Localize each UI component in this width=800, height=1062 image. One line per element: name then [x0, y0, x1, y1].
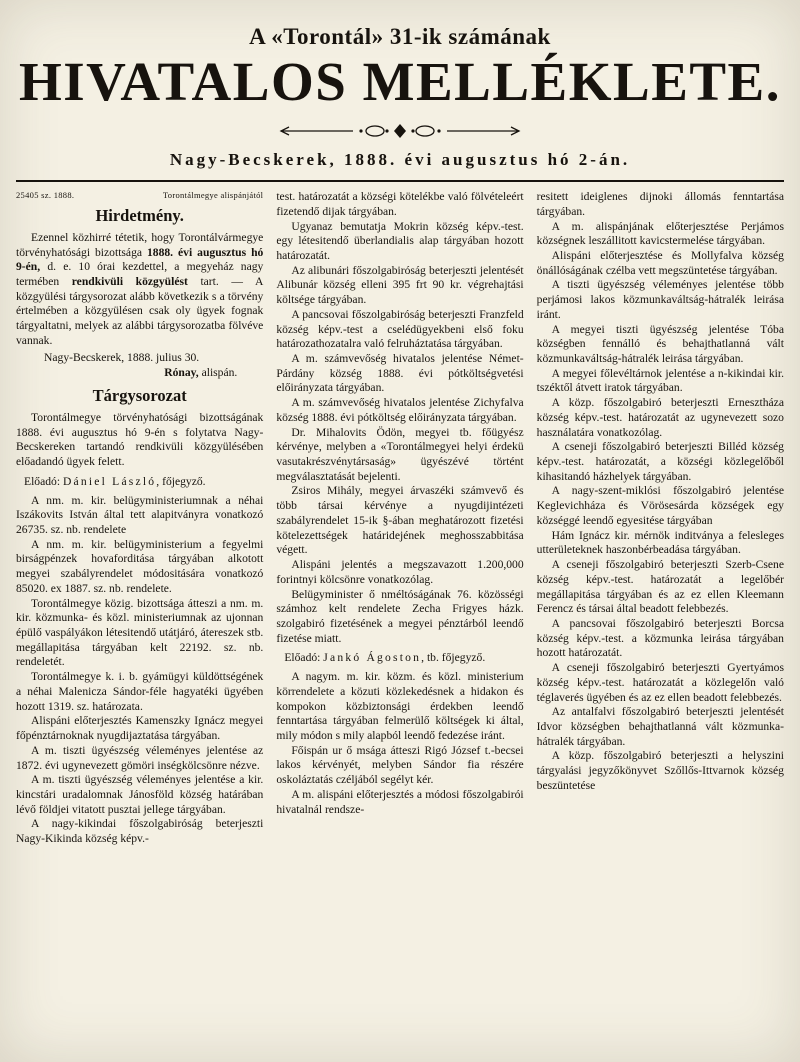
- paragraph: Belügyminister ő nméltóságának 76. közösségi számhoz kelt rendelete Zecha Frigyes házk. szolgabiró fizetésének a megyei pénztárból leendő fizetése miatt.: [276, 587, 524, 645]
- paragraph: A megyei főlevéltárnok jelentése a n-kikindai kir. tszéktől átvett iratok tárgyában.: [536, 366, 784, 395]
- paragraph-continuation: resitett ideiglenes dijnoki állomás fenntartása tárgyában.: [536, 190, 784, 218]
- paragraph: A nm. m. kir. belügyministerium a fegyelmi birságpénzek hovaforditása tárgyában alkotott megyei szabályrendelet módositására vonatkozó 85020. ex 1887. sz. nb. rendelete.: [16, 537, 264, 595]
- paragraph: Az antalfalvi főszolgabiró beterjeszti jelentését Idvor községben behajthatlanná vált közmunka-hátralék tárgyában.: [536, 705, 784, 748]
- masthead-title: HIVATALOS MELLÉKLETE.: [19, 51, 781, 112]
- masthead-kicker: A «Torontál» 31-ik számának: [249, 24, 551, 49]
- paragraph: Torontálmegye törvényhatósági bizottságának 1888. évi augusztus hó 9-én s folytatva Nagy-Becskereken tartandó rendkivüli közgyülésében előadandó ügyek felett.: [16, 410, 264, 469]
- text-segment: Rónay,: [164, 366, 199, 380]
- paragraph: Főispán ur ő msága átteszi Rigó József t.-becsei lakos kérvényét, melyben Sándor fia részére oskoláztatás czéljából segélyt kér.: [276, 743, 524, 787]
- paragraph: Az alibunári főszolgabiróság beterjeszti jelentését Alibunár község elleni 395 frt 90 kr. végrehajtási költsége tárgyában.: [276, 263, 524, 307]
- paragraph: A nm. m. kir. belügyministeriumnak a néhai Iszákovits István által tett alapitványra vonatkozó 26735. sz. nb. rendelete: [16, 493, 264, 536]
- paragraph: A pancsovai főszolgabiróság beterjeszti Franzfeld község képv.-test a cselédügyekbeni első foku határozathozatalra való felruháztatása tárgyában.: [276, 307, 524, 351]
- paragraph-continuation: test. határozatát a községi kötelékbe való fölvételeért fizetendő dijak tárgyában.: [276, 190, 524, 218]
- column-right: [537, 190, 784, 1028]
- paragraph: A megyei tiszti ügyészség jelentése Tóba községben fennálló és behajthatlanná vált közmunkaváltság-hátralék leirása tárgyában.: [536, 322, 784, 365]
- text-segment: tart. — A közgyülési tárgysorozat alább következik s a törvény értelmében a közgyülésen csak oly ügyek fognak tárgyaltatni, melyek az alábbi tárgysorozatba fölvéve vannak.: [16, 274, 264, 347]
- masthead-dateline: Nagy-Becskerek, 1888. évi augusztus hó 2-án.: [169, 150, 631, 170]
- section-heading: Hirdetmény.: [95, 205, 184, 225]
- header-rule: [16, 180, 784, 182]
- text-segment: rendkivüli közgyülést: [71, 274, 188, 288]
- text-segment: Előadó:: [284, 651, 324, 665]
- paragraph: A m. tiszti ügyészség véleményes jelentése a kir. kincstári uradalomnak Jánosföld község határában lévő földjei vitatott pusztai jellege tárgyában.: [16, 773, 264, 816]
- paragraph: A m. alispánjának előterjesztése Perjámos községnek leszállitott kavicstermelése tárgyában.: [536, 219, 784, 248]
- column-middle: [276, 190, 523, 1028]
- text-segment: alispán.: [198, 366, 238, 380]
- paragraph: Torontálmegye k. i. b. gyámügyi küldöttségének a néhai Malenicza Sándor-féle hagyatéki ügyében hozott 1319. sz. határozata.: [16, 670, 264, 713]
- text-segment: d. e. 10 órai kezdettel, a megyeház nagy termében: [16, 260, 264, 288]
- paragraph: A m. tiszti ügyészség véleményes jelentése az 1872. évi ugynevezett gömöri inségkölcsönre nézve.: [16, 743, 264, 772]
- ornament-divider-icon: [16, 122, 784, 140]
- paragraph: A cseneji főszolgabiró beterjeszti Szerb-Csene község képv.-test. határozatát a legelőbér megállapitása tárgyában és az ez ellen Kleemann Ferencz és társai által beadott felebbezés.: [536, 558, 784, 616]
- paragraph: A m. alispáni előterjesztés a módosi főszolgabirói hivatalnál rendsze-: [276, 787, 524, 816]
- paragraph: A m. számvevőség hivatalos jelentése Zichyfalva község 1888. évi pótköltség előirányzata tárgyában.: [276, 396, 524, 424]
- paragraph: Hám Ignácz kir. mérnök inditványa a felesleges utterületeknek haszonbérbeadása tárgyában.: [536, 528, 784, 557]
- paragraph: Torontálmegye közig. bizottsága átteszi a nm. m. kir. közmunka- és közl. ministeriumnak az ujonnan épülő vaspályákon létesitendő utátjáró, átereszek stb. megállapitása tárgyában kelt 22192. sz. nb. rendeletét.: [16, 596, 264, 669]
- paragraph: Zsiros Mihály, megyei árvaszéki számvevő és több társai kérvénye a nyugdijintézeti szabályrendelet 15-ik §-ában meghatározott fizetési kötelezettségek határidejének meghosszabbitása végett.: [276, 484, 524, 557]
- text-segment: Előadó:: [24, 474, 63, 488]
- place-date-line: Nagy-Becskerek, 1888. julius 30.: [44, 350, 200, 364]
- rapporteur-line: [276, 651, 523, 666]
- paragraph: Alispáni előterjesztése és Mollyfalva község önállóságának czélba vett megszüntetése tárgyában.: [536, 248, 784, 277]
- paragraph: A közp. főszolgabiró beterjeszti Ernesztháza község képv.-test. határozatát az ugynevezett sozo használatára vonatkozólag.: [536, 396, 784, 439]
- reference-office: Torontálmegye alispánjától: [162, 190, 264, 201]
- section-heading: Tárgysorozat: [92, 386, 187, 406]
- text-segment: , főjegyző.: [156, 474, 206, 488]
- text-segment: , tb. főjegyző.: [421, 651, 486, 665]
- paragraph: Ugyanaz bemutatja Mokrin község képv.-test. egy létesitendő überlandialis alap tárgyában hozott határozatát.: [276, 219, 524, 262]
- paragraph: A tiszti ügyészség véleményes jelentése több perjámosi lakos közmunkaváltság-hátralék leirása iránt.: [536, 278, 784, 321]
- paragraph: A cseneji főszolgabiró beterjeszti Gyertyámos község képv.-test. határozatát a közlegelőn való téglaverés ügyében és az ez ellen beadott felebbezés.: [536, 661, 784, 704]
- paragraph: Alispáni jelentés a megszavazott 1.200,000 forintnyi kölcsönre vonatkozólag.: [276, 558, 524, 586]
- text-segment: Jankó Ágoston: [323, 651, 422, 665]
- paragraph: A nagy-szent-miklósi főszolgabiró jelentése Keglevichháza és Vörösesárda községek egy községgé leendő egyesitése tárgyában: [536, 484, 784, 527]
- text-segment: Ezennel közhirré tétetik, hogy Torontálvármegye törvényhatósági bizottsága: [16, 230, 264, 259]
- paragraph: Alispáni előterjesztés Kamenszky Ignácz megyei főpénztárnoknak nyugdijaztatása tárgyában.: [16, 714, 264, 743]
- paragraph: [16, 231, 263, 349]
- paragraph: Dr. Mihalovits Ödön, megyei tb. főügyész kérvénye, melyben a «Torontálmegyei helyi érdekü vasutakrészvénytársaság» ügyészévé történt megválasztatását bejelenti.: [276, 425, 524, 483]
- content-columns: [16, 190, 784, 1028]
- text-segment: 1888. évi augusztus hó 9-én,: [16, 245, 264, 274]
- paragraph: A nagym. m. kir. közm. és közl. ministerium körrendelete a közuti közlekedésnek a hidakon és kompokon közbiztonsági érdekben leendő fenntartása tárgyában felmerülő költségek ki által, mily módon s mily alapból leendő fedezése iránt.: [276, 670, 524, 742]
- paragraph: A pancsovai főszolgabiró beterjeszti Borcsa község képv.-test. a közmunka leirása tárgyában hozott határozatát.: [536, 616, 784, 660]
- signature-line: [16, 366, 263, 381]
- paragraph: A m. számvevőség hivatalos jelentése Német-Párdány község 1888. évi pótköltségvetési előirányzata tárgyában.: [276, 352, 524, 395]
- reference-line: [16, 190, 263, 201]
- paragraph: A nagy-kikindai főszolgabiróság beterjeszti Nagy-Kikinda község képv.-: [16, 817, 264, 846]
- column-left: [16, 190, 263, 1028]
- masthead: [16, 24, 784, 182]
- paragraph: A cseneji főszolgabiró beterjeszti Billéd község képv.-test. határozatát, a községi közlegelőből kihasitandó házhelyek tárgyában.: [536, 440, 784, 483]
- paragraph: A közp. főszolgabiró beterjeszti a helyszini tárgyalási jegyzőkönyvet Szőllős-Ittvarnok község beszüntetése: [536, 749, 784, 792]
- reference-number: 25405 sz. 1888.: [16, 190, 75, 201]
- rapporteur-line: [16, 475, 263, 490]
- text-segment: Dániel László: [62, 474, 157, 488]
